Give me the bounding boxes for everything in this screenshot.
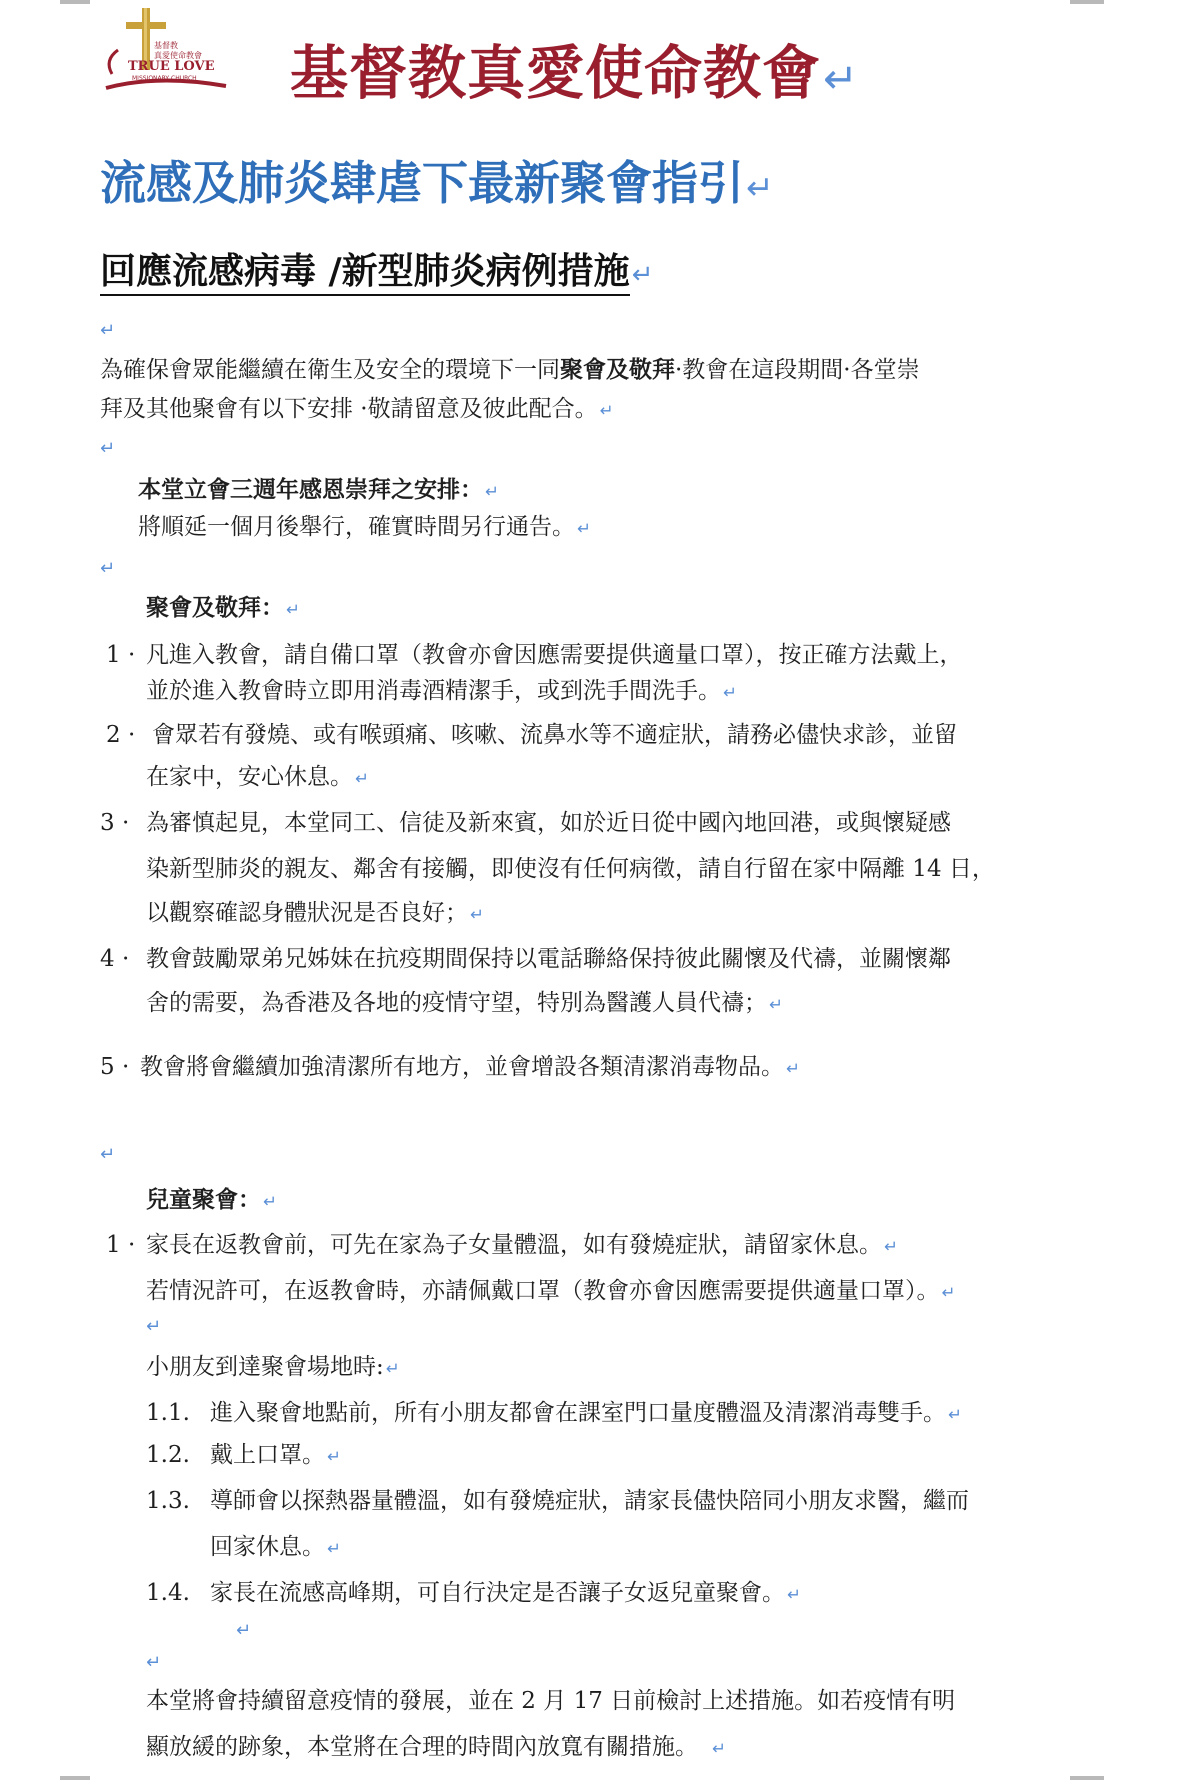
paragraph-mark: ↵ [146,1652,162,1673]
worship-item-3-line-1: 為審慎起見，本堂同工、信徒及新來賓，如於近日從中國內地回港，或與懷疑感 [146,810,951,836]
paragraph-mark: ↵ [236,1620,252,1641]
sub-item-1-3-line-2: 回家休息。 ↵ [210,1534,341,1560]
paragraph-mark: ↵ [100,1144,116,1165]
page-corner-left [60,0,90,4]
page-corner-bottom-right [1070,1776,1104,1780]
intro-line-1: 為確保會眾能繼續在衛生及安全的環境下一同聚會及敬拜·教會在這段期間·各堂崇 [100,356,920,383]
worship-item-1-line-1: 凡進入教會，請自備口罩（教會亦會因應需要提供適量口罩），按正確方法戴上， [146,642,963,668]
sub-item-1-1-line-1: 進入聚會地點前，所有小朋友都會在課室門口量度體溫及清潔消毒雙手。 ↵ [210,1400,962,1426]
worship-item-2-line-2: 在家中，安心休息。 ↵ [146,764,369,790]
sub-item-1-4-line-1: 家長在流感高峰期，可自行決定是否讓子女返兒童聚會。 ↵ [210,1580,801,1606]
paragraph-mark: ↵ [100,320,116,341]
organization-title: 基督教真愛使命教會↵ [290,39,859,107]
children-heading: 兒童聚會： ↵ [146,1186,277,1213]
worship-item-4-line-1: 教會鼓勵眾弟兄姊妹在抗疫期間保持以電話聯絡保持彼此關懷及代禱，並關懷鄰 [146,946,951,972]
sub-item-1-1-num: 1.1. [146,1400,190,1426]
sub-item-1-2-line-1: 戴上口罩。 ↵ [210,1442,341,1468]
sub-item-1-4-num: 1.4. [146,1580,190,1606]
worship-heading: 聚會及敬拜： ↵ [146,594,300,621]
paragraph-mark: ↵ [146,1316,162,1337]
svg-text:MISSIONARY CHURCH: MISSIONARY CHURCH [132,75,197,82]
children-item-1-num: 1 · [106,1232,136,1258]
svg-text:基督教: 基督教 [154,41,178,50]
sub-item-1-2-num: 1.2. [146,1442,190,1468]
paragraph-mark: ↵ [100,438,116,459]
worship-item-1-line-2: 並於進入教會時立即用消毒酒精潔手，或到洗手間洗手。 ↵ [146,678,737,704]
arrival-heading: 小朋友到達聚會場地時: ↵ [146,1354,400,1380]
worship-item-3-line-2: 染新型肺炎的親友、鄰舍有接觸，即使沒有任何病徵，請自行留在家中隔離 14 日， [146,856,995,882]
worship-item-1-num: 1 · [106,642,136,668]
worship-item-5-line-1: 教會將會繼續加強清潔所有地方，並會增設各類清潔消毒物品。 ↵ [140,1054,800,1080]
svg-text:TRUE LOVE: TRUE LOVE [128,59,215,74]
anniversary-text: 將順延一個月後舉行，確實時間另行通告。 ↵ [138,514,591,540]
worship-item-3-line-3: 以觀察確認身體狀況是否良好； ↵ [146,900,484,926]
document-main-title: 流感及肺炎肆虐下最新聚會指引↵ [100,156,774,210]
document-subtitle: 回應流感病毒 /新型肺炎病例措施↵ [100,250,653,293]
closing-line-2: 顯放緩的跡象，本堂將在合理的時間內放寬有關措施。 ↵ [146,1734,726,1760]
worship-item-2-line-1: 會眾若有發燒、或有喉頭痛、咳嗽、流鼻水等不適症狀，請務必儘快求診，並留 [152,722,957,748]
sub-item-1-3-line-1: 導師會以探熱器量體溫，如有發燒症狀，請家長儘快陪同小朋友求醫，繼而 [210,1488,969,1514]
worship-item-5-num: 5 · [100,1054,130,1080]
worship-item-4-line-2: 舍的需要，為香港及各地的疫情守望，特別為醫護人員代禱； ↵ [146,990,783,1016]
worship-item-2-num: 2 · [106,722,136,748]
closing-line-1: 本堂將會持續留意疫情的發展，並在 2 月 17 日前檢討上述措施。如若疫情有明 [146,1688,956,1714]
anniversary-heading: 本堂立會三週年感恩崇拜之安排： ↵ [138,476,499,503]
intro-line-2: 拜及其他聚會有以下安排 ·敬請留意及彼此配合。 ↵ [100,396,614,422]
page-corner-bottom-left [60,1776,90,1780]
worship-item-3-num: 3 · [100,810,130,836]
svg-text:真愛使命教會: 真愛使命教會 [154,51,202,60]
page-corner-right [1070,0,1104,4]
church-logo [98,4,234,96]
paragraph-mark: ↵ [100,558,116,579]
sub-item-1-3-num: 1.3. [146,1488,190,1514]
children-item-1-line-2: 若情況許可，在返教會時，亦請佩戴口罩（教會亦會因應需要提供適量口罩）。 ↵ [146,1278,956,1304]
children-item-1-line-1: 家長在返教會前，可先在家為子女量體溫，如有發燒症狀，請留家休息。 ↵ [146,1232,898,1258]
worship-item-4-num: 4 · [100,946,130,972]
